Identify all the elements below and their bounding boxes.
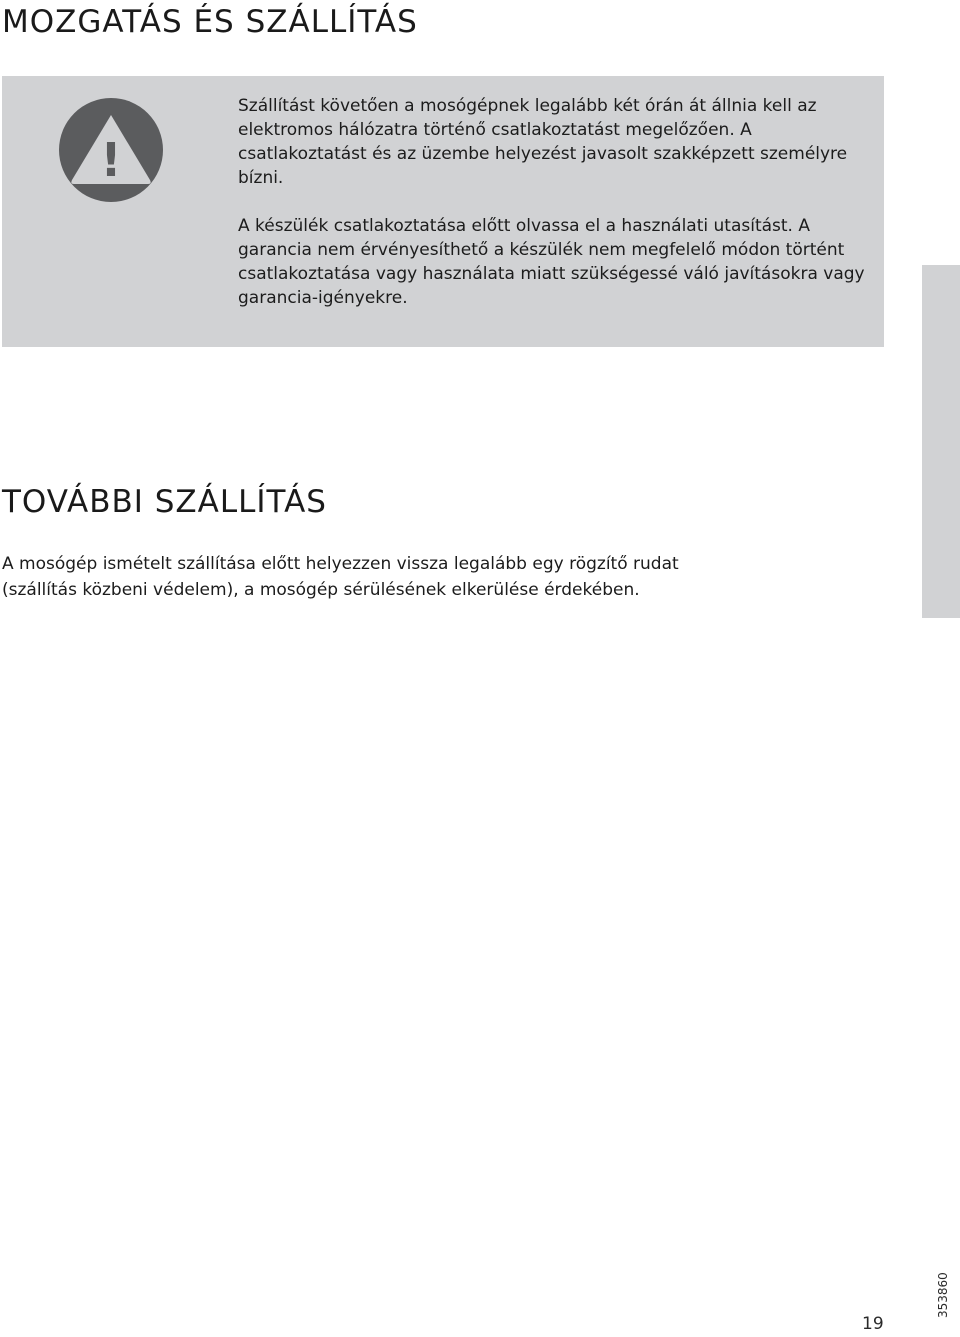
warning-box (2, 76, 884, 347)
section-body: A mosógép ismételt szállítása előtt helyezzen vissza legalább egy rögzítő rudat (szállítás közbeni védelem), a mosógép sérülésének elkerülése érdekében. (2, 554, 679, 600)
warning-exclamation-icon (59, 98, 163, 202)
warning-text (238, 94, 878, 310)
warning-mark: ! (100, 133, 122, 187)
side-tab (922, 265, 960, 618)
page-title: MOZGATÁS ÉS SZÁLLÍTÁS (2, 4, 418, 40)
section-title: TOVÁBBI SZÁLLÍTÁS (2, 484, 327, 520)
warning-paragraph-transport: Szállítást követően a mosógépnek legalább két órán át állnia kell az elektromos hálózatra történő csatlakoztatást megelőzően. A csatlakoztatást és az üzembe helyezést javasolt szakképzett személyre bízni. (238, 96, 848, 188)
document-code: 353860 (936, 1272, 950, 1318)
page-number: 19 (862, 1314, 884, 1334)
warning-paragraph-guarantee: A készülék csatlakoztatása előtt olvassa el a használati utasítást. A garancia nem érvényesíthető a készülék nem megfelelő módon történt csatlakoztatása vagy használata miatt szükségessé váló javításokra vagy garancia-igényekre. (238, 216, 865, 308)
